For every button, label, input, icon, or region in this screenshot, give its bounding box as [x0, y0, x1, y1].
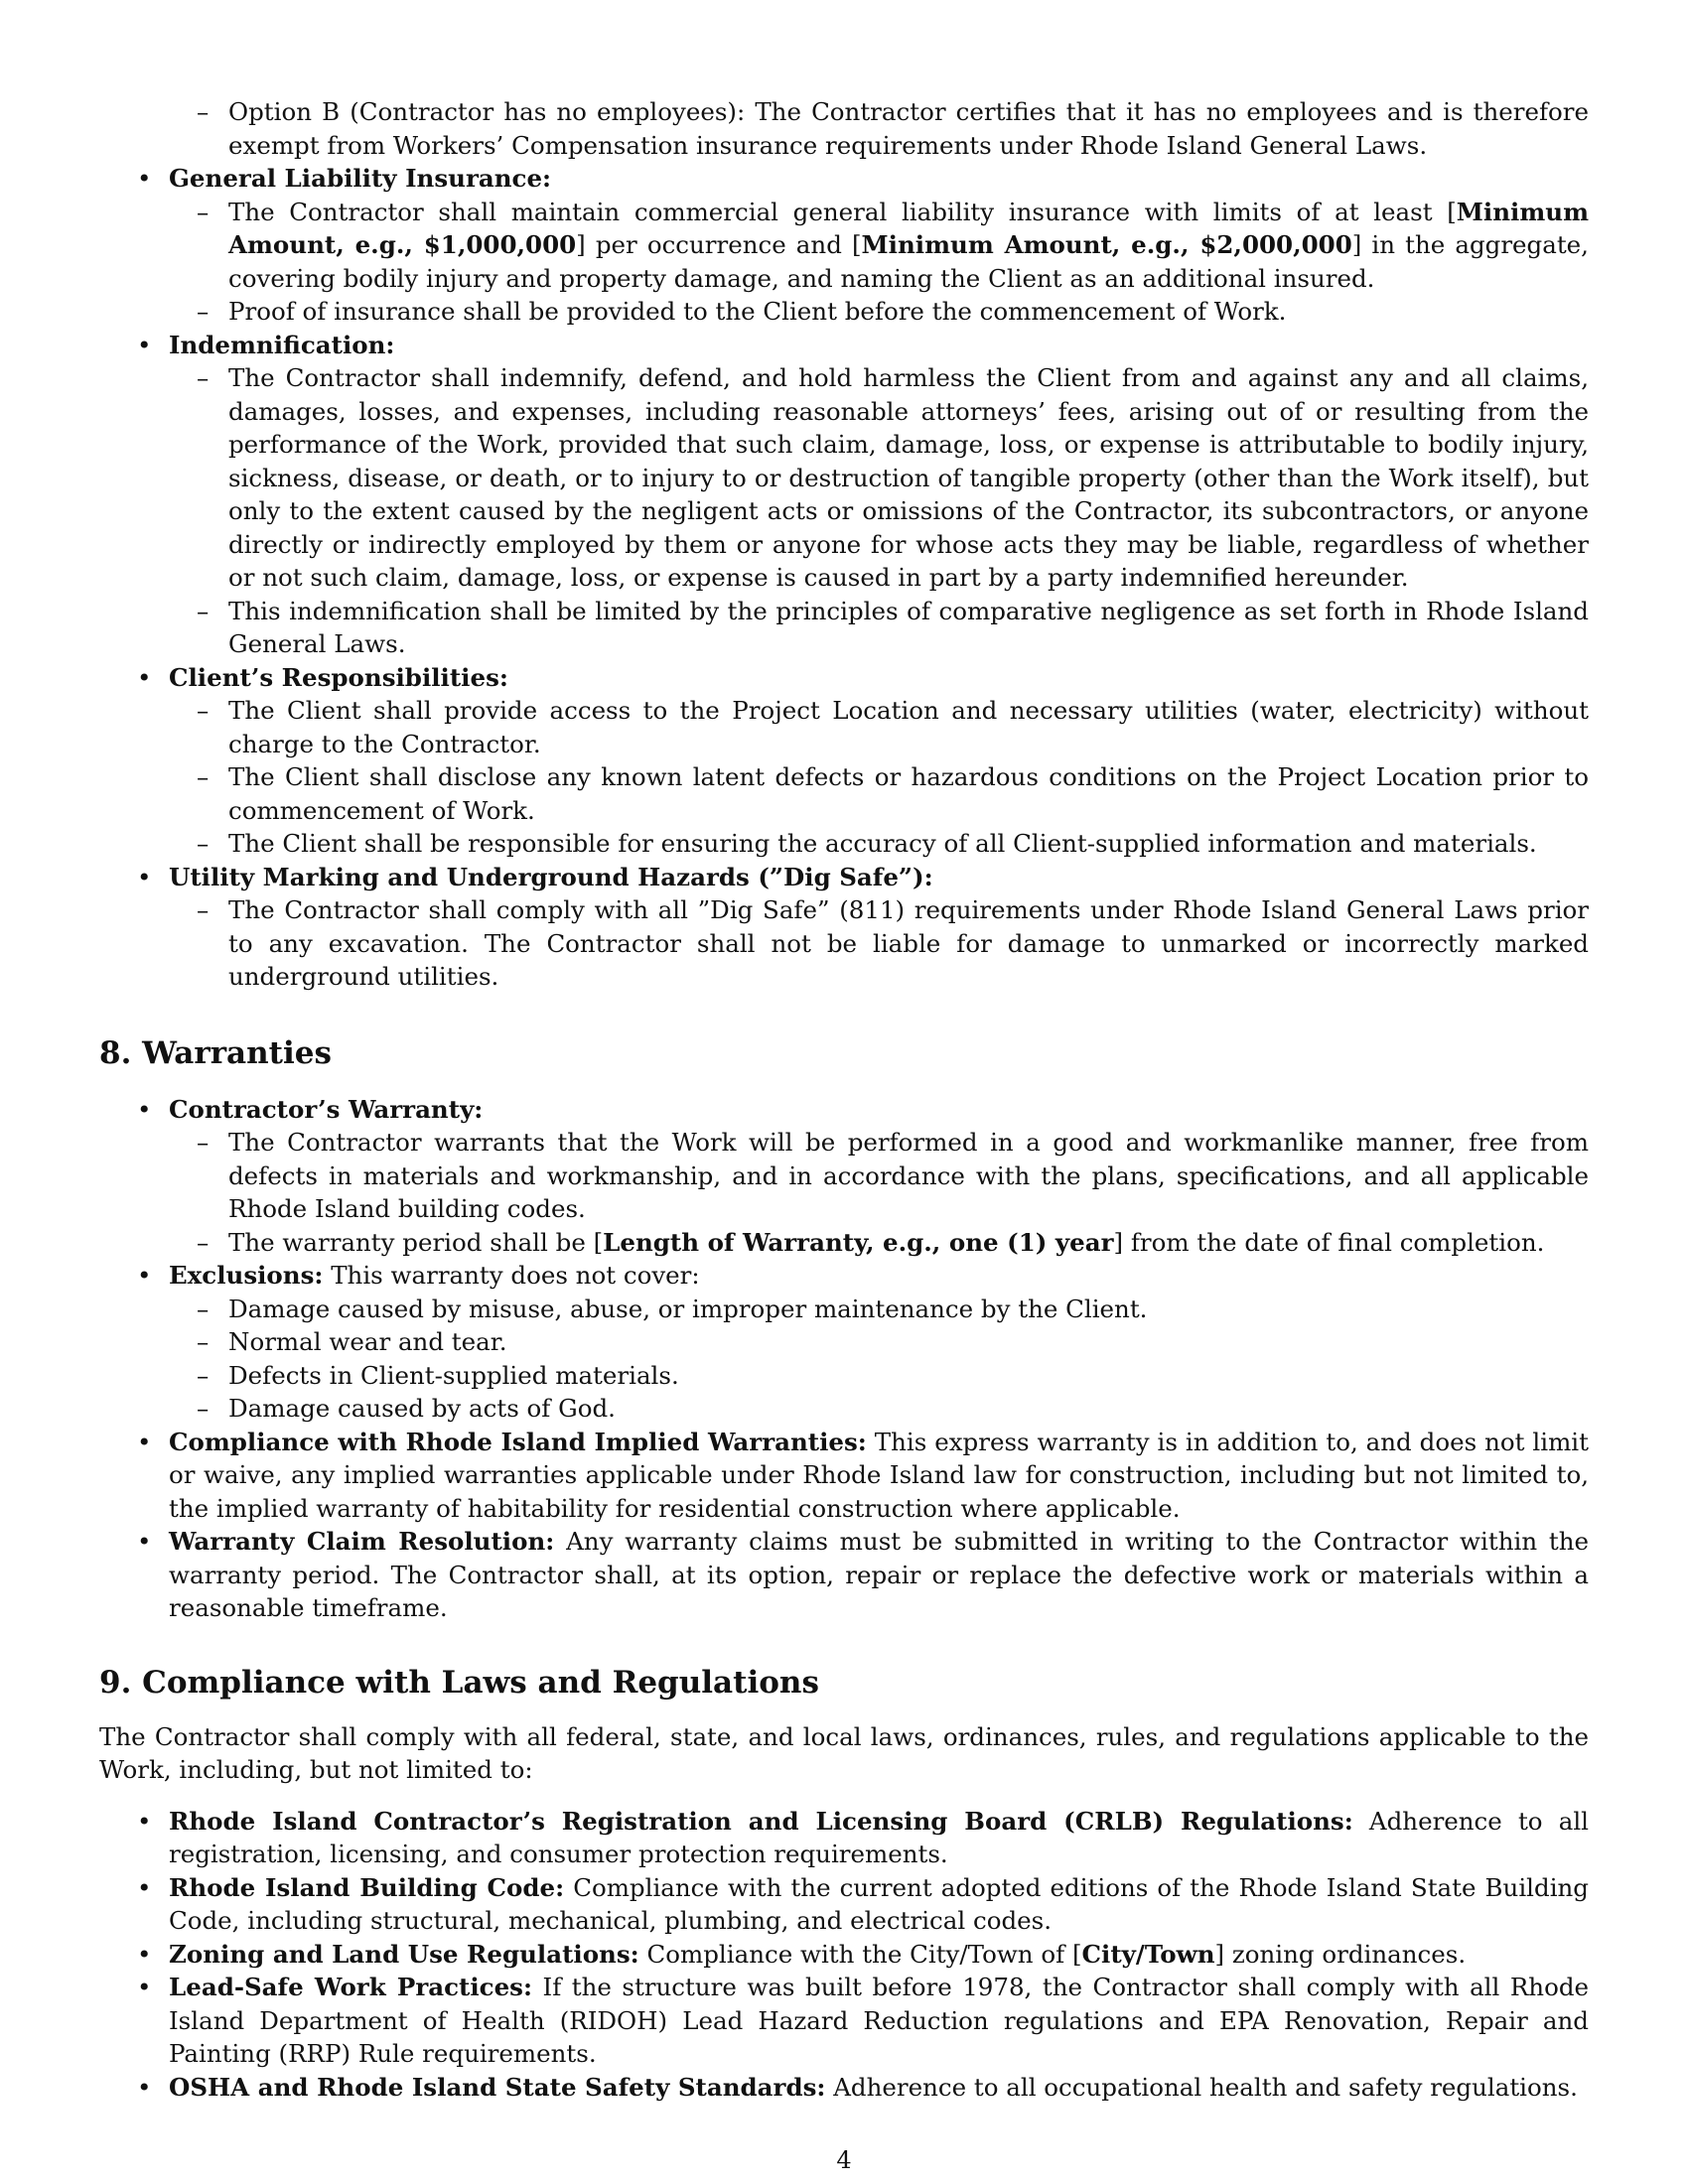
indemnification-label: Indemnification:	[169, 330, 395, 359]
section-9-intro: The Contractor shall comply with all federal, state, and local laws, ordinances, rules, and regulations applicable to the Work, including, but not limited to:	[99, 1721, 1589, 1784]
placeholder-city-town: City/Town	[1081, 1939, 1215, 1969]
placeholder-aggregate-amount: Minimum Amount, e.g., $2,000,000	[861, 230, 1352, 259]
contractor-warranty-item	[99, 1093, 1589, 1260]
list-item: – Damage caused by acts of God.	[169, 1392, 1589, 1426]
section8-bullets	[99, 1093, 1589, 1625]
option-b-text: Option B (Contractor has no employees): The Contractor certifies that it has no employees and is therefore exempt from Workers’ Compensation insurance requirements under Rhode Island General Laws.	[228, 97, 1589, 160]
list-item: – Normal wear and tear.	[169, 1325, 1589, 1359]
list-item: – The Client shall provide access to the Project Location and necessary utilities (water, electricity) without charge to the Contractor.	[169, 694, 1589, 760]
section-8-heading: 8. Warranties	[99, 1034, 332, 1071]
list-item: – The Contractor shall maintain commercial general liability insurance with limits of at least [Minimum Amount, e.g., $1,000,000] per occurrence and [Minimum Amount, e.g., $2,000,000] in the aggregate, covering bodily injury and property damage, and naming the Client as an additional insured.	[169, 196, 1589, 296]
placeholder-min-amount: Minimum Amount, e.g., $1,000,000	[228, 197, 1589, 259]
client-responsibilities-label: Client’s Responsibilities:	[169, 662, 508, 692]
list-item: – The Contractor warrants that the Work will be performed in a good and workmanlike manner, free from defects in materials and workmanship, and in accordance with the plans, specifications, and all applicable Rhode Island building codes.	[169, 1126, 1589, 1226]
zoning-item: • Zoning and Land Use Regulations: Compliance with the City/Town of [City/Town] zoning ordinances.	[99, 1938, 1589, 1972]
page-number: 4	[836, 2146, 852, 2174]
osha-item: • OSHA and Rhode Island State Safety Standards: Adherence to all occupational health and safety regulations.	[99, 2071, 1589, 2105]
warranty-claim-item: • Warranty Claim Resolution: Any warranty claims must be submitted in writing to the Contractor within the warranty period. The Contractor shall, at its option, repair or replace the defective work or materials within a reasonable timeframe.	[99, 1525, 1589, 1625]
section9-bullets	[99, 1805, 1589, 2105]
list-item: – Damage caused by misuse, abuse, or improper maintenance by the Client.	[169, 1293, 1589, 1326]
contractor-warranty-label: Contractor’s Warranty:	[169, 1094, 484, 1124]
option-list	[99, 95, 1589, 162]
list-item: – The Contractor shall comply with all ”Dig Safe” (811) requirements under Rhode Island General Laws prior to any excavation. The Contractor shall not be liable for damage to unmarked or incorrectly marked underground utilities.	[169, 893, 1589, 994]
section7-bullets	[99, 162, 1589, 994]
placeholder-warranty-length: Length of Warranty, e.g., one (1) year	[603, 1227, 1114, 1257]
lead-safe-item: • Lead-Safe Work Practices: If the structure was built before 1978, the Contractor shall comply with all Rhode Island Department of Health (RIDOH) Lead Hazard Reduction regulations and EPA Renovation, Repair and Painting (RRP) Rule requirements.	[99, 1971, 1589, 2071]
indemnification-item	[99, 329, 1589, 661]
crlb-item: • Rhode Island Contractor’s Registration and Licensing Board (CRLB) Regulations: Adherence to all registration, licensing, and consumer protection requirements.	[99, 1805, 1589, 1871]
warranty-claim-label: Warranty Claim Resolution:	[169, 1527, 555, 1556]
list-item: – The Client shall be responsible for ensuring the accuracy of all Client-supplied information and materials.	[169, 827, 1589, 861]
section-9-heading: 9. Compliance with Laws and Regulations	[99, 1664, 819, 1701]
general-liability-label: General Liability Insurance:	[169, 164, 552, 193]
list-item: – The warranty period shall be [Length of Warranty, e.g., one (1) year] from the date of final completion.	[169, 1226, 1589, 1260]
implied-warranties-label: Compliance with Rhode Island Implied Warranties:	[169, 1427, 867, 1456]
general-liability-item	[99, 162, 1589, 329]
list-item: – This indemnification shall be limited by the principles of comparative negligence as set forth in Rhode Island General Laws.	[169, 595, 1589, 661]
list-item: – The Contractor shall indemnify, defend, and hold harmless the Client from and against any and all claims, damages, losses, and expenses, including reasonable attorneys’ fees, arising out of or resulting from the performance of the Work, provided that such claim, damage, loss, or expense is attributable to bodily injury, sickness, disease, or death, or to injury to or destruction of tangible property (other than the Work itself), but only to the extent caused by the negligent acts or omissions of the Contractor, its subcontractors, or anyone directly or indirectly employed by them or anyone for whose acts they may be liable, regardless of whether or not such claim, damage, loss, or expense is caused in part by a party indemnified hereunder.	[169, 361, 1589, 595]
list-item: – The Client shall disclose any known latent defects or hazardous conditions on the Project Location prior to commencement of Work.	[169, 760, 1589, 827]
list-item: – Defects in Client-supplied materials.	[169, 1359, 1589, 1393]
dig-safe-item	[99, 861, 1589, 994]
list-item: – Proof of insurance shall be provided to the Client before the commencement of Work.	[169, 295, 1589, 329]
building-code-item: • Rhode Island Building Code: Compliance with the current adopted editions of the Rhode Island State Building Code, including structural, mechanical, plumbing, and electrical codes.	[99, 1871, 1589, 1938]
client-responsibilities-item	[99, 661, 1589, 861]
document-page	[99, 95, 1589, 2104]
implied-warranties-item: • Compliance with Rhode Island Implied Warranties: This express warranty is in addition to, and does not limit or waive, any implied warranties applicable under Rhode Island law for construction, including but not limited to, the implied warranty of habitability for residential construction where applicable.	[99, 1426, 1589, 1526]
list-item	[99, 95, 1589, 162]
exclusions-label: Exclusions:	[169, 1261, 324, 1290]
exclusions-item: • Exclusions: This warranty does not cover: – Damage caused by misuse, abuse, or improper maintenance by the Client. – Normal wear and tear. – Defects in Client-supplied materials. – Damage caused by acts of God.	[99, 1259, 1589, 1426]
dig-safe-label: Utility Marking and Underground Hazards (”Dig Safe”):	[169, 862, 933, 891]
